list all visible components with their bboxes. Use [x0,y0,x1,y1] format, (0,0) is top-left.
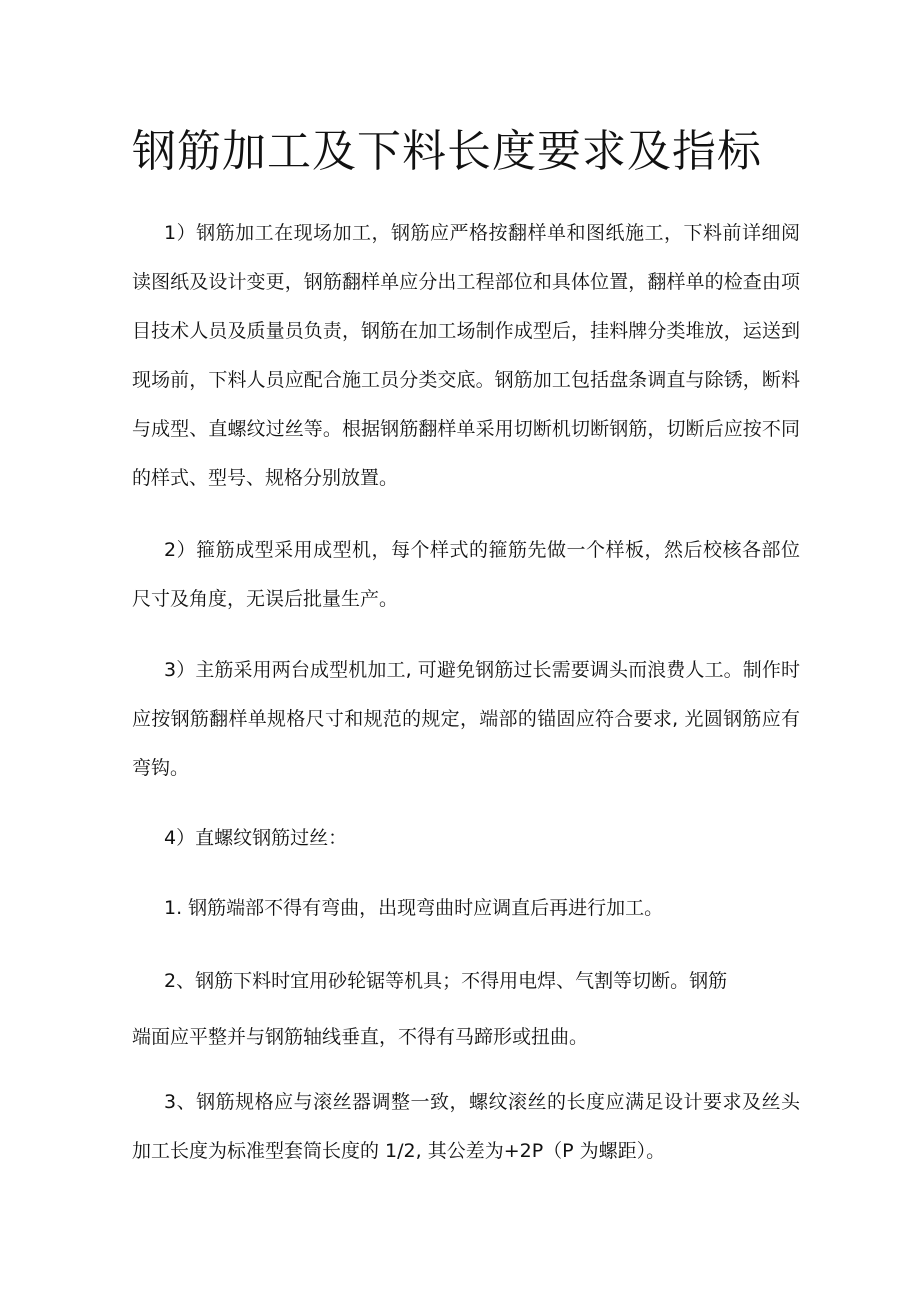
paragraph-1: 1）钢筋加工在现场加工，钢筋应严格按翻样单和图纸施工，下料前详细阅读图纸及设计变更，钢筋翻样单应分出工程部位和具体位置，翻样单的检查由项目技术人员及质量员负责，钢筋在加工场制作成型后，挂料牌分类堆放，运送到现场前，下料人员应配合施工员分类交底。钢筋加工包括盘条调直与除锈，断料与成型、直螺纹过丝等。根据钢筋翻样单采用切断机切断钢筋，切断后应按不同的样式、型号、规格分别放置。 [132,222,800,489]
paragraph-6-line-1: 2、钢筋下料时宜用砂轮锯等机具；不得用电焊、气割等切断。钢筋 [164,970,728,992]
document-title: 钢筋加工及下料长度要求及指标 [132,126,762,177]
paragraph-3: 3）主筋采用两台成型机加工, 可避免钢筋过长需要调头而浪费人工。制作时应按钢筋翻样单规格尺寸和规范的规定，端部的锚固应符合要求, 光圆钢筋应有弯钩。 [132,659,800,779]
paragraph-4: 4）直螺纹钢筋过丝： [164,827,348,849]
paragraph-2: 2）箍筋成型采用成型机，每个样式的箍筋先做一个样板，然后校核各部位尺寸及角度，无误后批量生产。 [132,539,800,610]
paragraph-7: 3、钢筋规格应与滚丝器调整一致，螺纹滚丝的长度应满足设计要求及丝头加工长度为标准型套筒长度的 1/2, 其公差为+2P（P 为螺距）。 [132,1091,800,1162]
paragraph-6-line-2: 端面应平整并与钢筋轴线垂直，不得有马蹄形或扭曲。 [132,1026,589,1048]
paragraph-5: 1. 钢筋端部不得有弯曲，出现弯曲时应调直后再进行加工。 [164,897,664,919]
